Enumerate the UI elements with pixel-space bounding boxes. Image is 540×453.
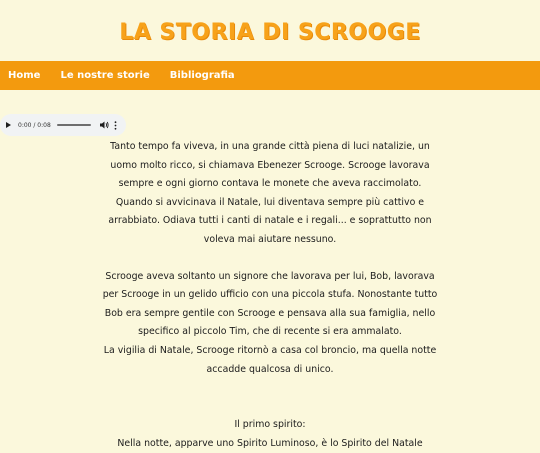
story-line: Nella notte, apparve uno Spirito Luminoso, è lo Spirito del Natale (117, 437, 423, 449)
audio-time: 0:00 / 0:08 (18, 121, 51, 129)
volume-icon[interactable] (100, 121, 109, 129)
story-line: uomo molto ricco, si chiamava Ebenezer Scrooge. Scrooge lavorava (110, 159, 430, 171)
story-line: specifico al piccolo Tim, che di recente si era ammalato. (138, 326, 402, 338)
story-line: Quando si avvicinava il Natale, lui diventava sempre più cattivo e (115, 196, 425, 208)
audio-player[interactable] (0, 114, 126, 136)
story-line: arrabbiato. Odiava tutti i canti di natale e i regali... e soprattutto non (108, 215, 432, 227)
play-icon[interactable] (6, 122, 11, 128)
paragraph-spacer (100, 250, 440, 268)
story-line: Bob era sempre gentile con Scrooge e pensava alla sua famiglia, nello (104, 307, 436, 319)
audio-progress-slider[interactable] (57, 124, 91, 126)
paragraph-spacer (100, 379, 440, 398)
story-line: Tanto tempo fa viveva, in una grande città piena di luci natalizie, un (110, 141, 430, 152)
nav-link-le-nostre-storie[interactable]: Le nostre storie (60, 70, 150, 81)
story-line: La vigilia di Natale, Scrooge ritornò a casa col broncio, ma quella notte (103, 344, 437, 356)
story-line: Scrooge aveva soltanto un signore che lavorava per lui, Bob, lavorava (105, 270, 435, 282)
story-text (100, 138, 440, 453)
story-line: per Scrooge in un gelido ufficio con una piccola stufa. Nonostante tutto (102, 289, 438, 301)
story-line: sempre e ogni giorno contava le monete che aveva raccimolato. (118, 178, 422, 190)
paragraph-spacer (100, 398, 440, 416)
main-navbar (0, 61, 540, 90)
nav-link-bibliografia[interactable]: Bibliografia (169, 70, 235, 81)
story-line: accadde qualcosa di unico. (206, 363, 334, 375)
more-options-icon[interactable] (114, 121, 117, 130)
nav-link-home[interactable]: Home (8, 70, 41, 81)
story-line: voleva mai aiutare nessuno. (203, 233, 337, 245)
story-subheading: Il primo spirito: (234, 419, 306, 431)
site-title: LA STORIA DI SCROOGE (119, 20, 421, 45)
site-header (0, 0, 540, 61)
